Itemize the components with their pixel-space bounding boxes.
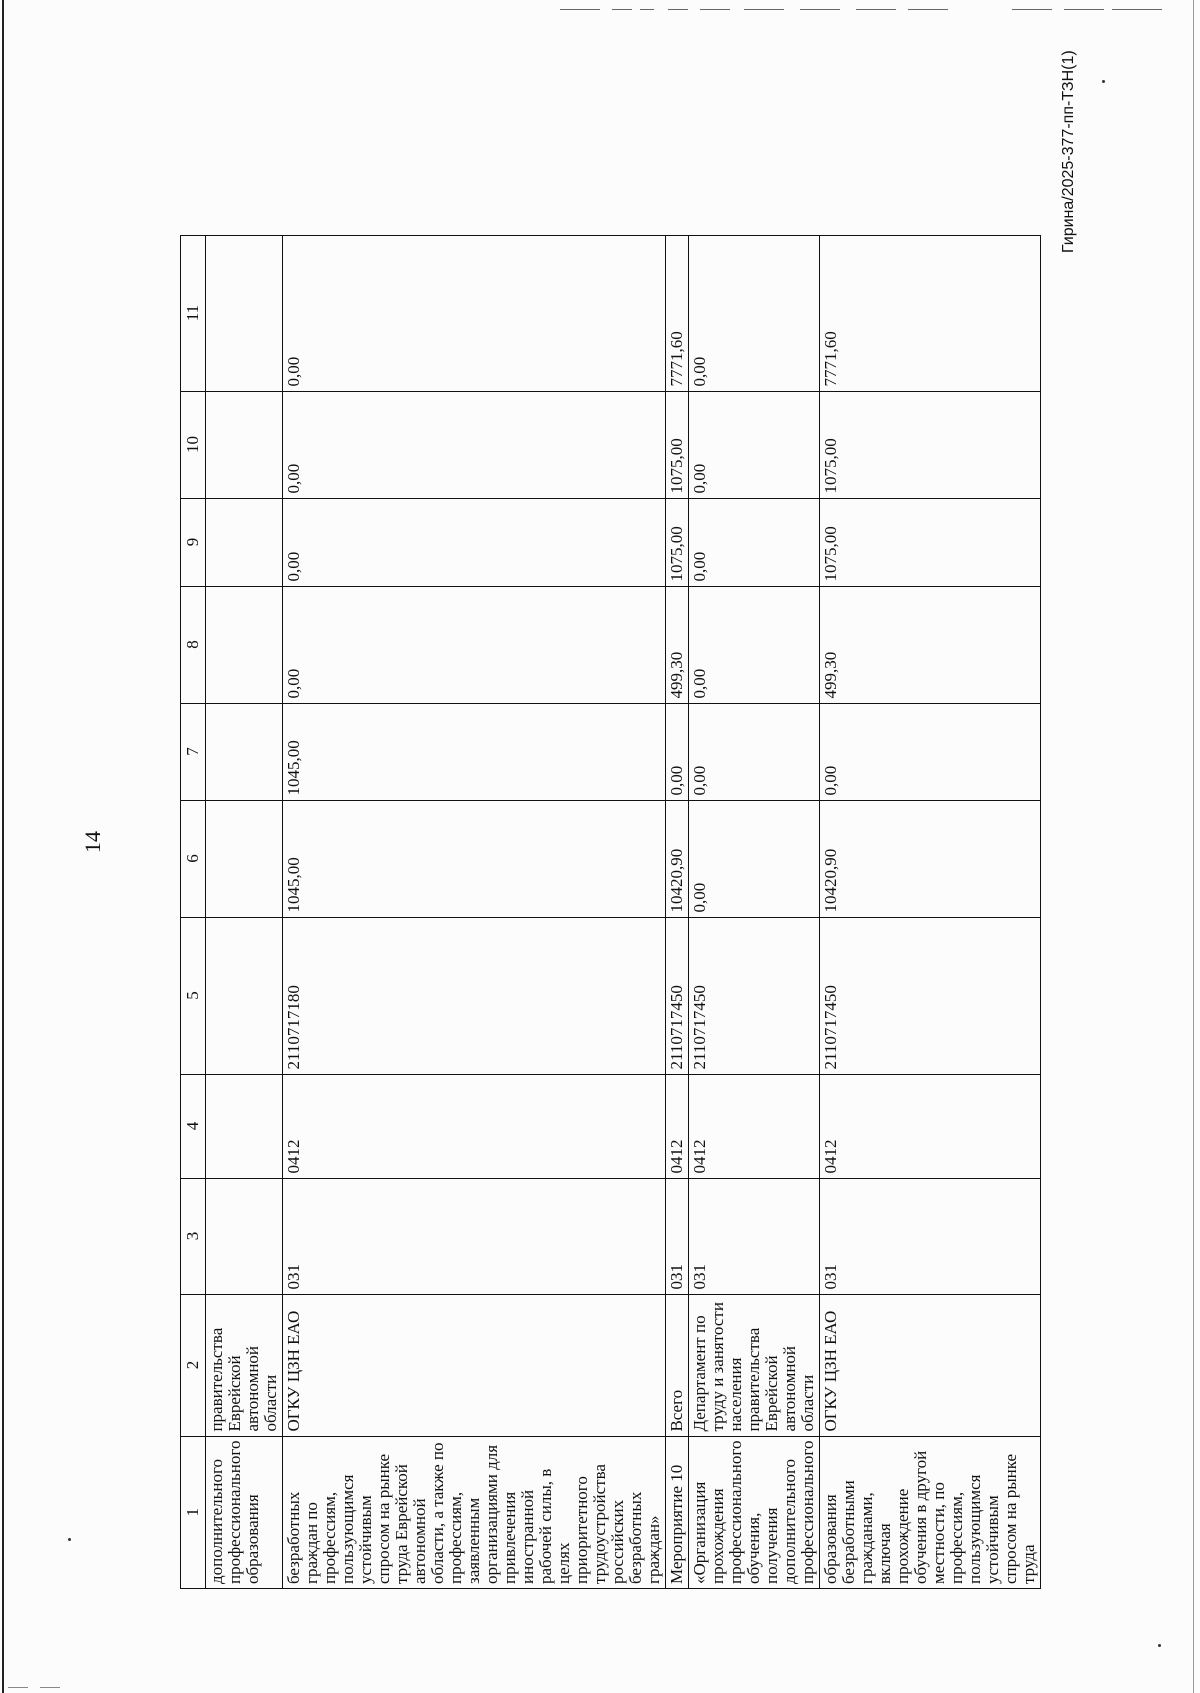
cell-col-6: 1045,00: [283, 800, 666, 917]
table-row: [820, 235, 1041, 1588]
cell-col-8: 0,00: [689, 586, 820, 703]
cell-col-8: 0,00: [283, 586, 666, 703]
cell-col-10: 1075,00: [666, 391, 689, 498]
cell-col-6: 10420,90: [820, 800, 1041, 917]
table-row: [206, 235, 283, 1588]
cell-col-4: 0412: [689, 1074, 820, 1178]
cell-col-11: 0,00: [689, 235, 820, 391]
cell-executor: Департамент по труду и занятости населения правительства Еврейской автономной области: [689, 1294, 820, 1436]
cell-col-5: 2110717450: [666, 917, 689, 1074]
cell-col-7: 1045,00: [283, 703, 666, 800]
budget-table: [180, 235, 1041, 1589]
cell-activity: образования безработными гражданами, включая прохождение обучения в другой местности, по профессиям, пользующимся устойчивым спросом на рынке труда: [820, 1436, 1041, 1588]
table-row: [689, 235, 820, 1588]
cell-col-4: 0412: [666, 1074, 689, 1178]
cell-col-4: 0412: [283, 1074, 666, 1178]
cell-col-6: 10420,90: [666, 800, 689, 917]
cell-col-5: 2110717450: [689, 917, 820, 1074]
cell-col-7: 0,00: [689, 703, 820, 800]
cell-col-5: 2110717450: [820, 917, 1041, 1074]
cell-executor: ОГКУ ЦЗН ЕАО: [283, 1294, 666, 1436]
cell-activity: Мероприятие 10: [666, 1436, 689, 1588]
header-row: [181, 235, 206, 1588]
header-col-1: 1: [181, 1436, 206, 1588]
cell-col-8: [206, 586, 283, 703]
cell-activity: «Организация прохождения профессионального обучения, получения дополнительного профессионального: [689, 1436, 820, 1588]
cell-activity: дополнительного профессионального образования: [206, 1436, 283, 1588]
cell-col-7: 0,00: [820, 703, 1041, 800]
cell-col-11: 7771,60: [666, 235, 689, 391]
cell-col-8: 499,30: [666, 586, 689, 703]
cell-col-9: 0,00: [283, 498, 666, 586]
header-col-5: 5: [181, 917, 206, 1074]
cell-col-4: [206, 1074, 283, 1178]
cell-col-3: 031: [666, 1178, 689, 1294]
header-col-2: 2: [181, 1294, 206, 1436]
cell-col-11: 0,00: [283, 235, 666, 391]
cell-col-11: [206, 235, 283, 391]
cell-col-9: 1075,00: [820, 498, 1041, 586]
header-col-10: 10: [181, 391, 206, 498]
cell-col-11: 7771,60: [820, 235, 1041, 391]
cell-col-7: 0,00: [666, 703, 689, 800]
cell-col-6: [206, 800, 283, 917]
cell-col-6: 0,00: [689, 800, 820, 917]
table-row: [283, 235, 666, 1588]
header-col-8: 8: [181, 586, 206, 703]
page-number: 14: [80, 831, 105, 853]
header-col-11: 11: [181, 235, 206, 391]
document-code: Гирина/2025-377-пп-ТЗН(1): [1060, 50, 1077, 253]
cell-col-9: 0,00: [689, 498, 820, 586]
cell-activity: безработных граждан по профессиям, пользующимся устойчивым спросом на рынке труда Еврейской автономной области, а также по профессиям, заявленным организациями для привлечения иностранной рабочей силы, в целях приоритетного трудоустройства российских безработных граждан»: [283, 1436, 666, 1588]
cell-col-3: [206, 1178, 283, 1294]
cell-col-10: 0,00: [283, 391, 666, 498]
table-row: [666, 235, 689, 1588]
header-col-3: 3: [181, 1178, 206, 1294]
header-col-4: 4: [181, 1074, 206, 1178]
cell-col-8: 499,30: [820, 586, 1041, 703]
cell-executor: правительства Еврейской автономной области: [206, 1294, 283, 1436]
header-col-7: 7: [181, 703, 206, 800]
cell-col-3: 031: [283, 1178, 666, 1294]
cell-col-10: 0,00: [689, 391, 820, 498]
cell-executor: Всего: [666, 1294, 689, 1436]
cell-col-3: 031: [820, 1178, 1041, 1294]
cell-col-10: 1075,00: [820, 391, 1041, 498]
cell-col-3: 031: [689, 1178, 820, 1294]
cell-col-5: [206, 917, 283, 1074]
cell-col-9: [206, 498, 283, 586]
cell-col-5: 2110717180: [283, 917, 666, 1074]
cell-col-9: 1075,00: [666, 498, 689, 586]
header-col-9: 9: [181, 498, 206, 586]
header-col-6: 6: [181, 800, 206, 917]
cell-col-4: 0412: [820, 1074, 1041, 1178]
cell-col-7: [206, 703, 283, 800]
cell-executor: ОГКУ ЦЗН ЕАО: [820, 1294, 1041, 1436]
cell-col-10: [206, 391, 283, 498]
